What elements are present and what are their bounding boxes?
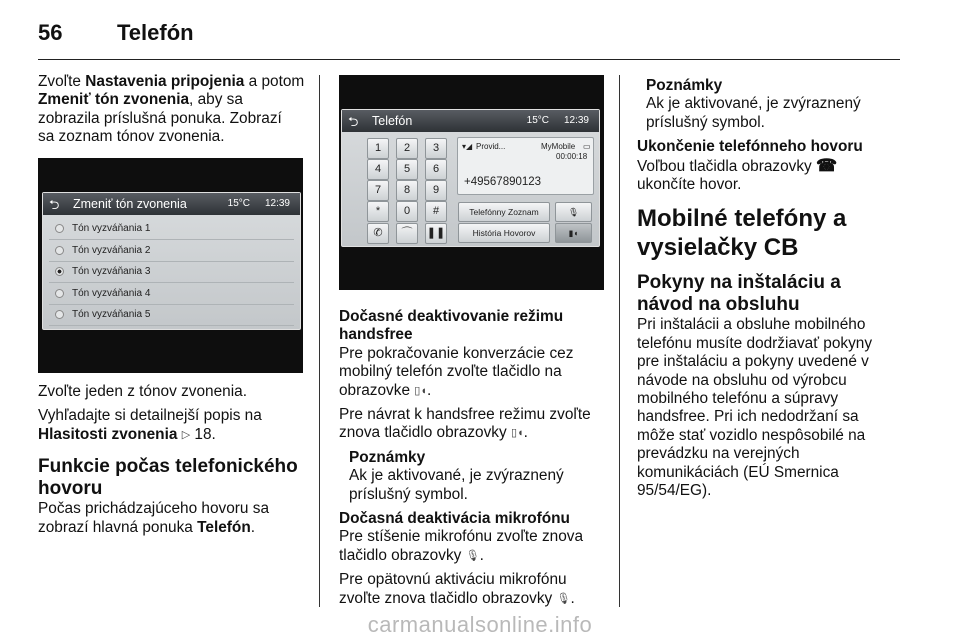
hang-up-icon[interactable]: ⌒: [396, 223, 418, 244]
phone-number: +49567890123: [464, 176, 542, 188]
incoming-call-text: Počas prichádzajúceho hovoru sa zobrazí hlavná ponuka Telefón.: [38, 500, 270, 536]
keypad-key[interactable]: 6: [425, 159, 447, 180]
header-divider: [38, 59, 900, 60]
watermark: carmanualsonline.info: [367, 612, 593, 637]
handsfree-icon: ▯◖: [414, 384, 427, 397]
pause-icon[interactable]: ❚❚: [425, 223, 447, 244]
mic-text-1: Pre stíšenie mikrofónu zvoľte znova tlačidlo obrazovky 🎙.: [339, 528, 584, 564]
keypad-key[interactable]: #: [425, 201, 447, 222]
note-title: Poznámky: [646, 77, 723, 94]
clock: 12:39: [264, 198, 290, 209]
ringtone-screen: [42, 192, 301, 330]
note-box: Poznámky Ak je aktivované, je zvýraznený príslušný symbol.: [339, 449, 614, 504]
call-history-button[interactable]: História Hovorov: [458, 223, 550, 243]
call-info-panel: [457, 137, 594, 195]
hang-up-icon: ☎: [816, 155, 838, 175]
end-call-text: Voľbou tlačidla obrazovky ☎ ukončíte hovor.: [637, 155, 838, 194]
ringtone-item[interactable]: [49, 219, 294, 240]
phone-screen: [341, 109, 600, 247]
page-ref-arrow-icon: ▷: [181, 428, 191, 441]
temperature: 15°C: [526, 115, 549, 126]
heading-end-call: Ukončenie telefónneho hovoru: [637, 138, 863, 156]
keypad-key[interactable]: 1: [367, 138, 389, 159]
screen-title-bar: [342, 110, 599, 132]
handsfree-icon[interactable]: ▮◖: [555, 223, 592, 243]
heading-call-functions: Funkcie počas telefonického hovoru: [38, 456, 298, 500]
note-title: Poznámky: [349, 448, 426, 466]
ringtone-item[interactable]: [49, 305, 294, 326]
ringtone-label: Tón vyzváňania 3: [72, 266, 151, 277]
column-divider-2: [619, 75, 620, 607]
radio-icon: [55, 289, 64, 298]
mute-mic-icon[interactable]: 🎙: [555, 202, 592, 222]
keypad-key[interactable]: 4: [367, 159, 389, 180]
keypad-key[interactable]: 2: [396, 138, 418, 159]
heading-mic: Dočasná deaktivácia mikrofónu: [339, 510, 570, 528]
keypad-key[interactable]: *: [367, 201, 389, 222]
column-3: [637, 77, 907, 507]
ringtone-item[interactable]: [49, 262, 294, 283]
ringtone-label: Tón vyzváňania 4: [72, 287, 151, 299]
column-2: [339, 308, 614, 614]
mic-text-2: Pre opätovnú aktiváciu mikrofónu zvoľte znova tlačidlo obrazovky 🎙.: [339, 571, 575, 607]
call-duration: 00:00:18: [556, 152, 588, 161]
menu-ref-connection-settings: Nastavenia pripojenia: [85, 73, 245, 90]
installation-text: Pri inštalácii a obsluhe mobilného telefónu musíte dodržiavať pokyny pre inštaláciu a pokyny uvedené v návode na obsluhu od výrobcu mobilného telefónu a súpravy handsfree. Pri ich nedodržaní sa môže stať vozidlo nespôsobilé na prevádzku na verejných komunikáciách (EÚ Smernica 95/54/EG).: [637, 316, 873, 500]
screen-title-bar: [43, 193, 300, 215]
menu-ref-change-ringtone: Zmeniť tón zvonenia: [38, 91, 190, 109]
mic-mute-icon: 🎙: [556, 592, 571, 605]
handsfree-text-1: Pre pokračovanie konverzácie cez mobilný telefón zvoľte tlačidlo na obrazovke ▯◖.: [339, 344, 574, 399]
radio-icon: [55, 224, 64, 233]
volume-reference: Vyhľadajte si detailnejší popis na Hlasitosti zvonenia ▷ 18.: [38, 407, 262, 443]
ringtone-item[interactable]: [49, 284, 294, 305]
keypad-key[interactable]: 8: [396, 180, 418, 201]
handsfree-text-2: Pre návrat k handsfree režimu zvoľte znova tlačidlo obrazovky ▯◖.: [339, 406, 591, 442]
keypad-key[interactable]: 9: [425, 180, 447, 201]
phone-screen-image: [339, 75, 604, 290]
heading-handsfree: Dočasné deaktivovanie režimu handsfree: [339, 308, 564, 344]
intro-paragraph: Zvoľte Nastavenia pripojenia a potom Zmeniť tón zvonenia, aby sa zobrazila príslušná ponuka. Zobrazí sa zoznam tónov zvonenia.: [38, 73, 305, 146]
screen-title: Telefón: [372, 114, 413, 128]
back-arrow-icon: ⮌: [348, 114, 359, 129]
device-label: MyMobile: [541, 142, 576, 151]
keypad-key[interactable]: 7: [367, 180, 389, 201]
handsfree-icon: ▯◖: [510, 427, 524, 440]
radio-icon: [55, 310, 64, 319]
ringtone-label: Tón vyzváňania 1: [72, 223, 151, 234]
keypad-key[interactable]: 5: [396, 159, 418, 180]
keypad-key[interactable]: 0: [396, 201, 418, 222]
temperature: 15°C: [227, 198, 250, 209]
heading-mobile-phones: Mobilné telefóny a vysielačky CB: [637, 205, 847, 262]
note-box: Poznámky Ak je aktivované, je zvýraznený príslušný symbol.: [637, 77, 907, 132]
keypad-key[interactable]: 3: [425, 138, 447, 159]
screen-title: Zmeniť tón zvonenia: [73, 197, 187, 211]
provider-label: Provid...: [476, 142, 506, 151]
page-number: 56: [38, 20, 63, 45]
ringtone-label: Tón vyzváňania 2: [72, 244, 151, 256]
battery-icon: ▭: [583, 142, 591, 151]
clock: 12:39: [563, 115, 589, 126]
column-1: [38, 73, 313, 147]
ringtone-label: Tón vyzváňania 5: [72, 309, 151, 320]
column-1-lower: [38, 383, 313, 543]
choose-ringtone-text: Zvoľte jeden z tónov zvonenia.: [38, 383, 247, 400]
ringtone-item[interactable]: [49, 241, 294, 262]
column-divider-1: [319, 75, 320, 607]
heading-installation: Pokyny na inštaláciu a návod na obsluhu: [637, 272, 841, 316]
mic-mute-icon: 🎙: [465, 549, 480, 562]
signal-icon: ▾◢: [462, 142, 473, 151]
section-title: Telefón: [117, 20, 194, 45]
back-arrow-icon: ⮌: [49, 197, 60, 212]
radio-icon: [55, 246, 64, 255]
radio-icon: [55, 267, 64, 276]
ringtone-screen-image: [38, 158, 303, 373]
contacts-button[interactable]: Telefónny Zoznam: [458, 202, 550, 222]
call-icon[interactable]: ✆: [367, 223, 389, 244]
